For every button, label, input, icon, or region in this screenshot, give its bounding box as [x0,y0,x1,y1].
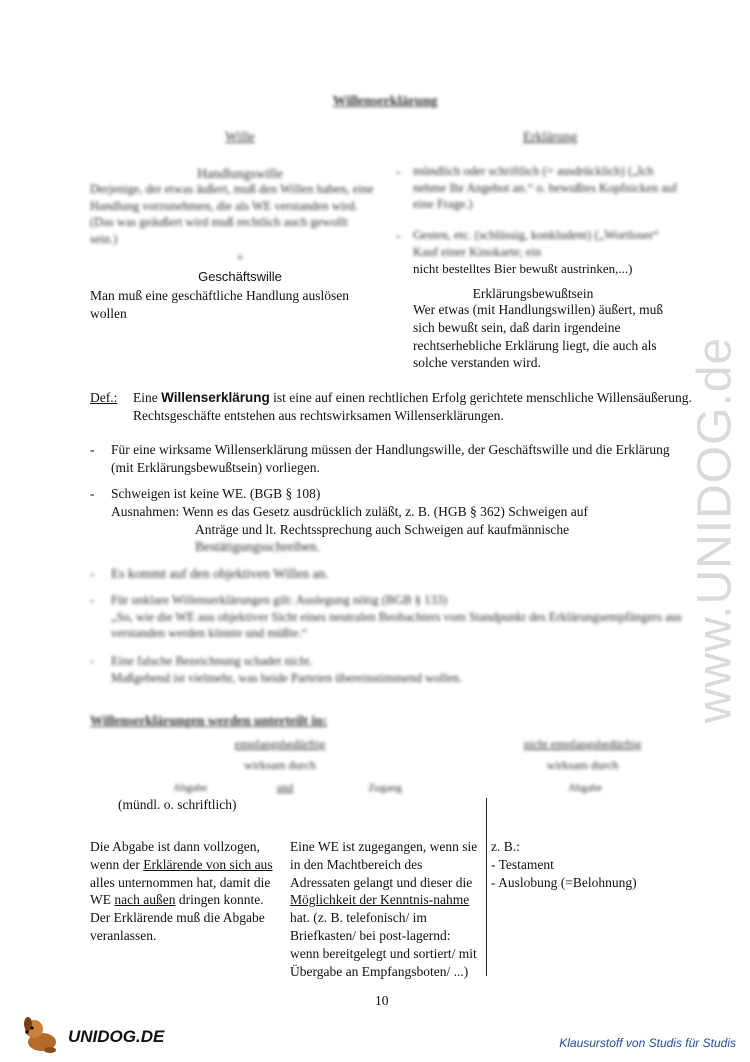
handlungswille-text: Derjenige, der etwas äußert, muß den Willen haben, eine Handlung vorzunehmen, die als WE verstanden wird. (Das was geäußert wird muß rechtlich auch gewollt sein.) [90,182,374,246]
abgabe-text: alles unternommen hat, damit die WE [90,874,271,908]
definition-pre: Eine [133,390,162,405]
effect-left: wirksam durch [244,758,316,772]
list-item [90,653,690,686]
list-item [90,592,690,642]
label-muendlich-schriftlich: (mündl. o. schriftlich) [118,797,237,812]
zugang-text: Eine WE ist zugegangen, wenn sie in den Machtbereich des Adressaten gelangt und dieser die [290,839,478,890]
list-item-text: Für eine wirksame Willenserklärung müssen der Handlungswille, der Geschäftswille und die Erklärung (mit Erklärungsbewußtsein) vorliegen. [111,442,670,475]
type-nicht-empfangsbeduerftig: nicht empfangsbedürftig [523,737,642,751]
list-item-text: Ausnahmen: Wenn es das Gesetz ausdrücklich zuläßt, z. B. (HGB § 362) Schweigen auf [111,503,589,519]
list-item-text: Bestätigungsschreiben. [195,539,320,555]
definition-term: Willenserklärung [161,390,270,405]
right-dash-1: - [396,164,401,179]
label-und: und [276,782,294,794]
list-item-text: Eine falsche Bezeichnung schadet nicht. [111,654,313,668]
list-item-text: Anträge und lt. Rechtssprechung auch Schweigen auf kaufmännische [195,521,570,537]
dog-logo-icon [18,1014,64,1054]
example-item: - Testament [491,856,554,872]
watermark-text: www.UNIDOG.de [688,336,742,724]
example-item: - Auslobung (=Belohnung) [491,874,637,890]
abgabe-text: dringen konnte. [175,892,264,908]
list-item [90,441,690,477]
abgabe-description [90,838,280,945]
page-number: 10 [375,993,389,1008]
list-dash: - [90,654,95,668]
list-dash: - [90,486,95,501]
definition-label: Def.: [90,390,118,405]
abgabe-underline: nach außen [114,892,176,908]
page-title: Willenserklärung [332,94,438,109]
label-zugang: Zugang [368,782,402,794]
effect-right: wirksam durch [546,758,619,772]
examples-label: z. B.: [491,839,520,854]
list-item-text: Für unklare Willenserklärungen gilt: Auslegung nötig (BGB § 133) [111,593,448,607]
erklaerung-bullet-muendlich: mündlich oder schriftlich (= ausdrücklich) („Ich nehme Ihr Angebot an.“ o. bewußtes Kopfnicken auf eine Frage.) [413,164,678,211]
zugang-text: hat. (z. B. telefonisch/ im Briefkasten/ bei post-lagernd: wenn bereitgelegt und sortiert/ mit Übergabe an Empfangsboten/ ...) [290,910,477,979]
zugang-underline: Möglichkeit der Kenntnis-nahme [290,892,470,908]
erklaerungsbewusstsein-heading: Erklärungsbewußtsein [472,286,594,301]
erklaerungsbewusstsein-text: Wer etwas (mit Handlungswillen) äußert, muß sich bewußt sein, daß darin irgendeine rechtserhebliche Erklärung liegt, die auch als solche verstanden wird. [413,302,664,371]
column-divider [486,798,487,976]
classification-heading: Willenserklärungen werden unterteilt in: [90,713,328,728]
list-dash: - [90,566,95,581]
abgabe-text: Die Abgabe ist dann vollzogen, wenn der [90,839,260,872]
footer-brand: UNIDOG.DE [68,1027,165,1046]
label-abgabe: Abgabe [172,782,208,794]
examples [491,838,691,891]
plus-sign: + [236,250,244,265]
list-item [90,485,690,556]
erklaerung-bullet-gesten: Gesten, etc. (schlüssig, konkludent) („Wortloser“ Kauf einer Kinokarte; ein [413,228,659,259]
list-item-text: „So, wie die WE aus objektiver Sicht eines neutralen Beobachters vom Standpunkt des Erklärungsempfängers aus verstanden werden könnte und müßte.“ [111,609,682,640]
column-header-erklaerung: Erklärung [523,129,577,144]
list-item [90,565,690,583]
list-dash: - [90,442,95,457]
column-header-wille: Wille [225,129,255,144]
list-item-text: Maßgebend ist vielmehr, was beide Parteien übereinstimmend wollen. [111,670,463,685]
definition-post: ist eine auf einen rechtlichen Erfolg gerichtete menschliche Willensäußerung. Rechtsgeschäfte entstehen aus rechtswirksamen Willenserklärungen. [133,390,692,423]
erklaerung-bullet-gesten-end: nicht bestelltes Bier bewußt austrinken,...) [413,261,633,276]
list-item-text: Es kommt auf den objektiven Willen an. [111,566,329,581]
definition-text [133,389,693,425]
label-abgabe-right: Abgabe [567,782,603,794]
abgabe-underline: Erklärende von sich aus [143,856,273,872]
list-item-text: Schweigen ist keine WE. (BGB § 108) [111,486,321,501]
right-dash-2: - [396,228,401,243]
list-dash: - [90,593,95,607]
type-empfangsbeduerftig: empfangsbedürftig [234,737,326,751]
geschaeftswille-text: Man muß eine geschäftliche Handlung auslösen wollen [90,288,350,321]
abgabe-text: Der Erklärende muß die Abgabe veranlassen. [90,910,265,944]
geschaeftswille-heading: Geschäftswille [198,269,282,284]
footer-slogan: Klausurstoff von Studis für Studis [559,1036,736,1050]
zugang-description [290,838,480,981]
handlungswille-heading: Handlungswille [197,166,283,181]
